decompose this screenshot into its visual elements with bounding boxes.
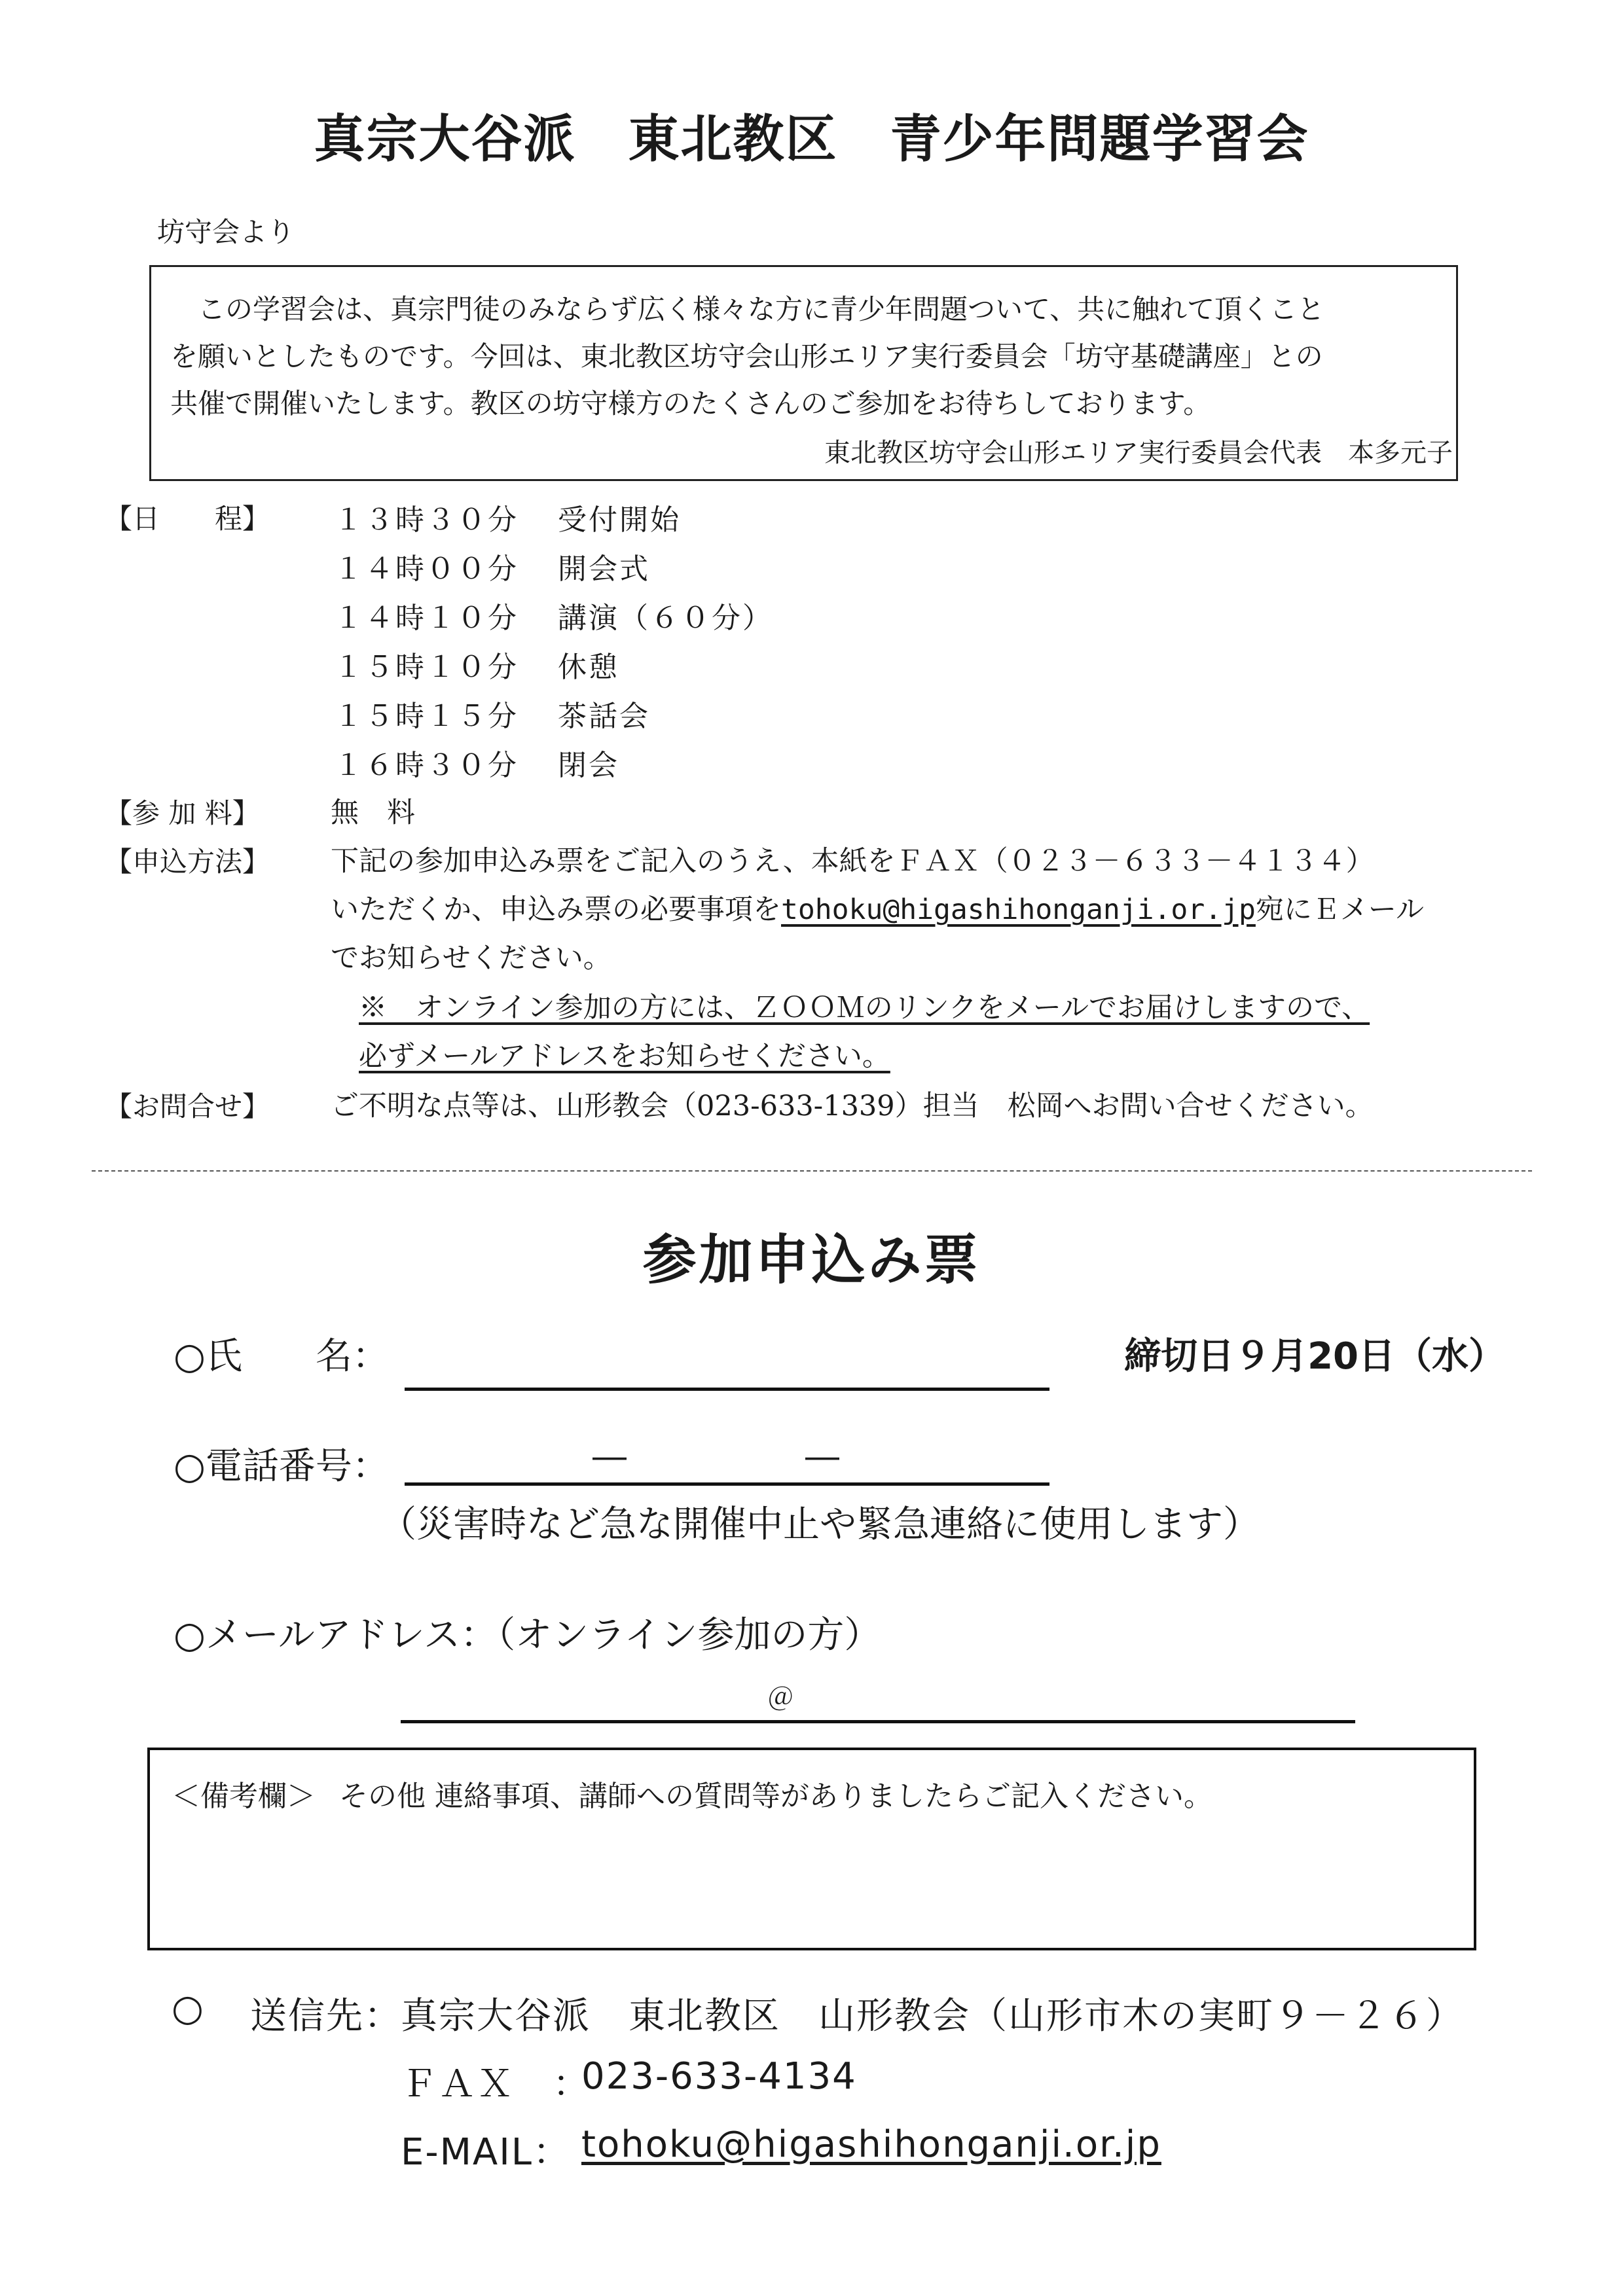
send-marker: ○ xyxy=(172,1987,205,2030)
apply-line-1: 下記の参加申込み票をご記入のうえ、本紙をＦＡＸ（０２３－６３３－４１３４） xyxy=(331,845,1374,878)
apply-line-2 xyxy=(331,888,1424,927)
phone-label: ○電話番号： xyxy=(173,1445,389,1488)
apply-email-link[interactable]: tohoku@higashihonganji.or.jp xyxy=(781,893,1256,926)
email-label: ○メールアドレス：（オンライン参加の方） xyxy=(173,1614,881,1657)
phone-note: （災害時など急な開催中止や緊急連絡に使用します） xyxy=(380,1503,1260,1546)
schedule-time: １４時１０分 xyxy=(334,601,519,635)
intro-line-2: を願いとしたものです。今回は、東北教区坊守会山形エリア実行委員会「坊守基礎講座」との xyxy=(170,340,1323,372)
form-title: 参加申込み票 xyxy=(642,1229,981,1291)
schedule-event: 開会式 xyxy=(558,552,650,586)
inquiry-label: 【お問合せ】 xyxy=(105,1090,270,1122)
send-dest: 真宗大谷派 東北教区 山形教会（山形市木の実町９－２６） xyxy=(401,1995,1464,2037)
schedule-event: 受付開始 xyxy=(558,503,681,537)
schedule-time: １４時００分 xyxy=(334,552,519,586)
remarks-label: ＜備考欄＞ xyxy=(172,1780,316,1813)
schedule-event: 休憩 xyxy=(558,651,619,684)
name-label: ○氏 名： xyxy=(173,1335,389,1378)
from-label: 坊守会より xyxy=(157,216,295,248)
fee-label: 【参 加 料】 xyxy=(105,797,260,829)
send-fax-label: ＦＡＸ ： xyxy=(401,2063,591,2106)
schedule-event: 講演（６０分） xyxy=(558,601,773,635)
intro-line-3: 共催で開催いたします。教区の坊守様方のたくさんのご参加をお待ちしております。 xyxy=(170,387,1211,420)
cut-line xyxy=(92,1170,1532,1172)
phone-dash-2: ― xyxy=(805,1437,839,1477)
schedule-event: 茶話会 xyxy=(558,700,650,733)
name-input-line[interactable] xyxy=(405,1388,1049,1391)
schedule-time: １５時１０分 xyxy=(334,651,519,684)
intro-line-1: この学習会は、真宗門徒のみならず広く様々な方に青少年問題ついて、共に触れて頂くこと xyxy=(170,293,1325,325)
remarks-header xyxy=(172,1772,1213,1814)
apply-note-1: ※ オンライン参加の方には、ＺＯＯＭのリンクをメールでお届けしますので、 xyxy=(359,992,1370,1024)
remarks-instructions: その他 連絡事項、講師への質問等がありましたらご記入ください。 xyxy=(339,1780,1213,1813)
inquiry-text: ご不明な点等は、山形教会（023-633-1339）担当 松岡へお問い合せください。 xyxy=(331,1090,1374,1122)
schedule-time: １６時３０分 xyxy=(334,749,519,782)
apply-line-2-post: 宛にＥメール xyxy=(1255,893,1425,926)
send-email-label: E-MAIL： xyxy=(401,2131,571,2174)
send-email-link[interactable]: tohoku@higashihonganji.or.jp xyxy=(581,2123,1161,2166)
schedule-time: １５時１５分 xyxy=(334,700,519,733)
send-fax: 023-633-4134 xyxy=(581,2055,857,2098)
at-sign: ＠ xyxy=(767,1683,793,1713)
apply-line-2-pre: いただくか、申込み票の必要事項を xyxy=(331,893,781,926)
deadline: 締切日９月20日（水） xyxy=(1124,1335,1505,1378)
intro-signature: 東北教区坊守会山形エリア実行委員会代表 本多元子 xyxy=(824,438,1453,468)
fee-value: 無 料 xyxy=(331,797,415,829)
schedule-label: 【日 程】 xyxy=(105,503,270,535)
phone-input-line[interactable] xyxy=(405,1482,1049,1486)
page-title: 真宗大谷派 東北教区 青少年問題学習会 xyxy=(314,110,1309,169)
schedule-event: 閉会 xyxy=(558,749,619,782)
apply-line-3: でお知らせください。 xyxy=(331,942,611,975)
phone-dash-1: ― xyxy=(593,1437,627,1477)
send-dest-label: 送信先： xyxy=(250,1995,402,2037)
schedule-time: １３時３０分 xyxy=(334,503,519,537)
apply-note-2: 必ずメールアドレスをお知らせください。 xyxy=(359,1040,890,1073)
apply-label: 【申込方法】 xyxy=(105,846,270,878)
email-input-line[interactable] xyxy=(401,1720,1355,1723)
